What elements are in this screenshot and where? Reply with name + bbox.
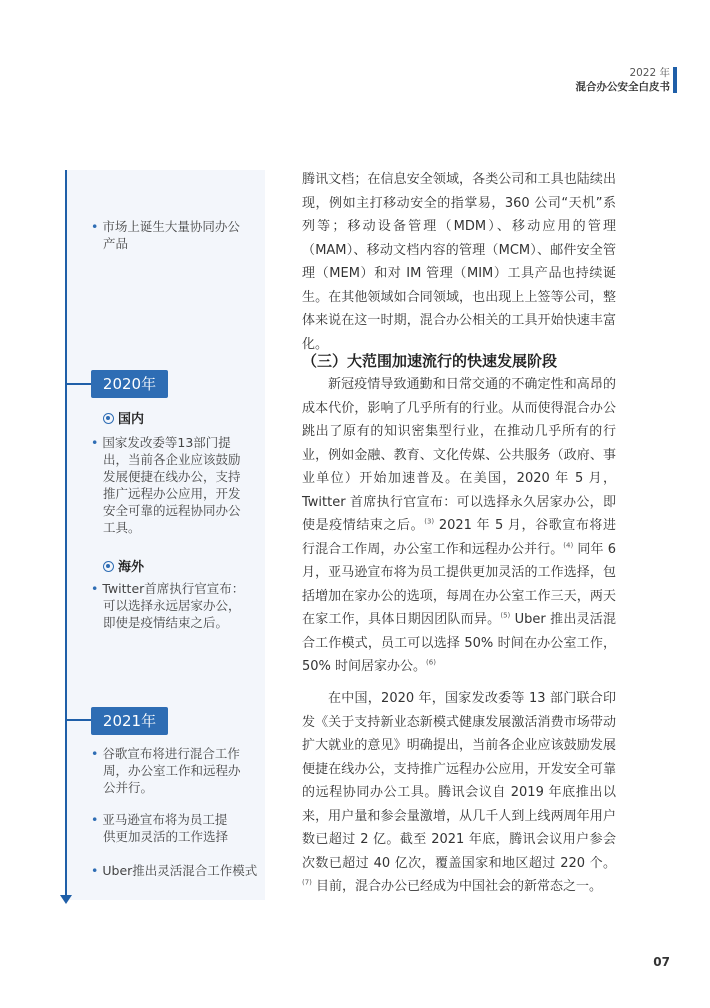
footnote-ref-3: (3): [424, 517, 435, 526]
sub-heading-domestic: 国内: [103, 411, 144, 428]
bullet-icon: •: [91, 219, 99, 234]
year-label-2021: 2021年: [91, 707, 168, 735]
sidebar-bullet-amazon: • 亚马逊宣布将为员工提 供更加灵活的工作选择: [91, 812, 229, 844]
paragraph-pandemic: 新冠疫情导致通勤和日常交通的不确定性和高昂的成本代价，影响了几乎所有的行业。从而使得混合办公跳出了原有的知识密集型行业，在推动几乎所有的行业，例如金融、教育、文化传媒、公共服务（政府、事业单位）开始加速普及。在美国，2020 年 5 月，Twitter 首席执行官宣布：可以选择永久居家办公，即使是疫情结束之后。$^{(3)}$ 2021 年 5 月，谷歌宣布将进行混合工作周，办公室工作和远程办公并行。$^{(4)}$ 同年 6 月，亚马逊宣布将为员工提供更加灵活的工作选择，包括增加在家办公的选项，每周在办公室工作三天，两天在家工作，具体日期因团队而异。$^{(5)}$ Uber 推出灵活混合工作模式，员工可以选择 50% 时间在办公室工作，50% 时间居家办公。$^{(6)}$: [302, 377, 616, 674]
bullet-icon: •: [91, 746, 99, 761]
footnote-ref-6: (6): [426, 658, 436, 667]
timeline-tick-2021: [65, 719, 91, 721]
header-title: 混合办公安全白皮书: [575, 81, 670, 93]
target-icon: [103, 413, 114, 424]
target-icon: [103, 561, 114, 572]
footnote-ref-4: (4): [563, 541, 574, 550]
year-label-2020: 2020年: [91, 370, 168, 398]
sidebar-bullet-google: • 谷歌宣布将进行混合工作 周，办公室工作和远程办 公并行。: [91, 746, 241, 795]
page-number: 07: [653, 955, 670, 969]
timeline-line: [65, 170, 67, 895]
timeline-tick-2020: [65, 383, 91, 385]
bullet-icon: •: [91, 435, 99, 450]
section-title: （三）大范围加速流行的快速发展阶段: [302, 352, 558, 370]
bullet-icon: •: [91, 581, 99, 596]
paragraph-china: 在中国，2020 年，国家发改委等 13 部门联合印发《关于支持新业态新模式健康发展激活消费市场带动扩大就业的意见》明确提出，当前各企业应该鼓励发展便捷在线办公，支持推广远程办公应用，开发安全可靠的远程协同办公工具。腾讯会议自 2019 年底推出以来，用户量和参会量激增，从几千人到上线两周年用户数已超过 2 亿。截至 2021 年底，腾讯会议用户参会次数已超过 40 亿次，覆盖国家和地区超过 220 个。$^{(7)}$ 目前，混合办公已经成为中国社会的新常态之一。: [302, 691, 616, 894]
bullet-icon: •: [91, 863, 99, 878]
paragraph-tools: 腾讯文档；在信息安全领域，各类公司和工具也陆续出现，例如主打移动安全的指掌易，360 公司“天机”系列等；移动设备管理（MDM）、移动应用的管理（MAM）、移动文档内容的管理（MCM）、邮件安全管理（MEM）和对 IM 管理（MIM）工具产品也持续诞生。在其他领域如合同领域，也出现上上签等公司，整体来说在这一时期，混合办公相关的工具开始快速丰富化。: [302, 172, 616, 352]
timeline-arrow-icon: [60, 895, 72, 904]
header-accent-bar: [673, 67, 677, 93]
sub-heading-overseas: 海外: [103, 559, 144, 576]
footnote-ref-7: (7): [302, 878, 312, 887]
page-header: [576, 66, 671, 94]
sidebar-bullet-overseas: • Twitter首席执行官宣布： 可以选择永远居家办公， 即使是疫情结束之后。: [91, 581, 245, 630]
sidebar-bullet-uber: • Uber推出灵活混合工作模式: [91, 863, 258, 878]
footnote-ref-5: (5): [500, 611, 511, 620]
header-year: 2022 年: [629, 67, 670, 79]
sidebar-bullet-domestic: • 国家发改委等13部门提 出，当前各企业应该鼓励 发展便捷在线办公，支持 推广远程办公应用，开发 安全可靠的远程协同办公 工具。: [91, 435, 241, 535]
sidebar-bullet-tools: • 市场上诞生大量协同办公 产品: [91, 219, 240, 251]
bullet-icon: •: [91, 812, 99, 827]
